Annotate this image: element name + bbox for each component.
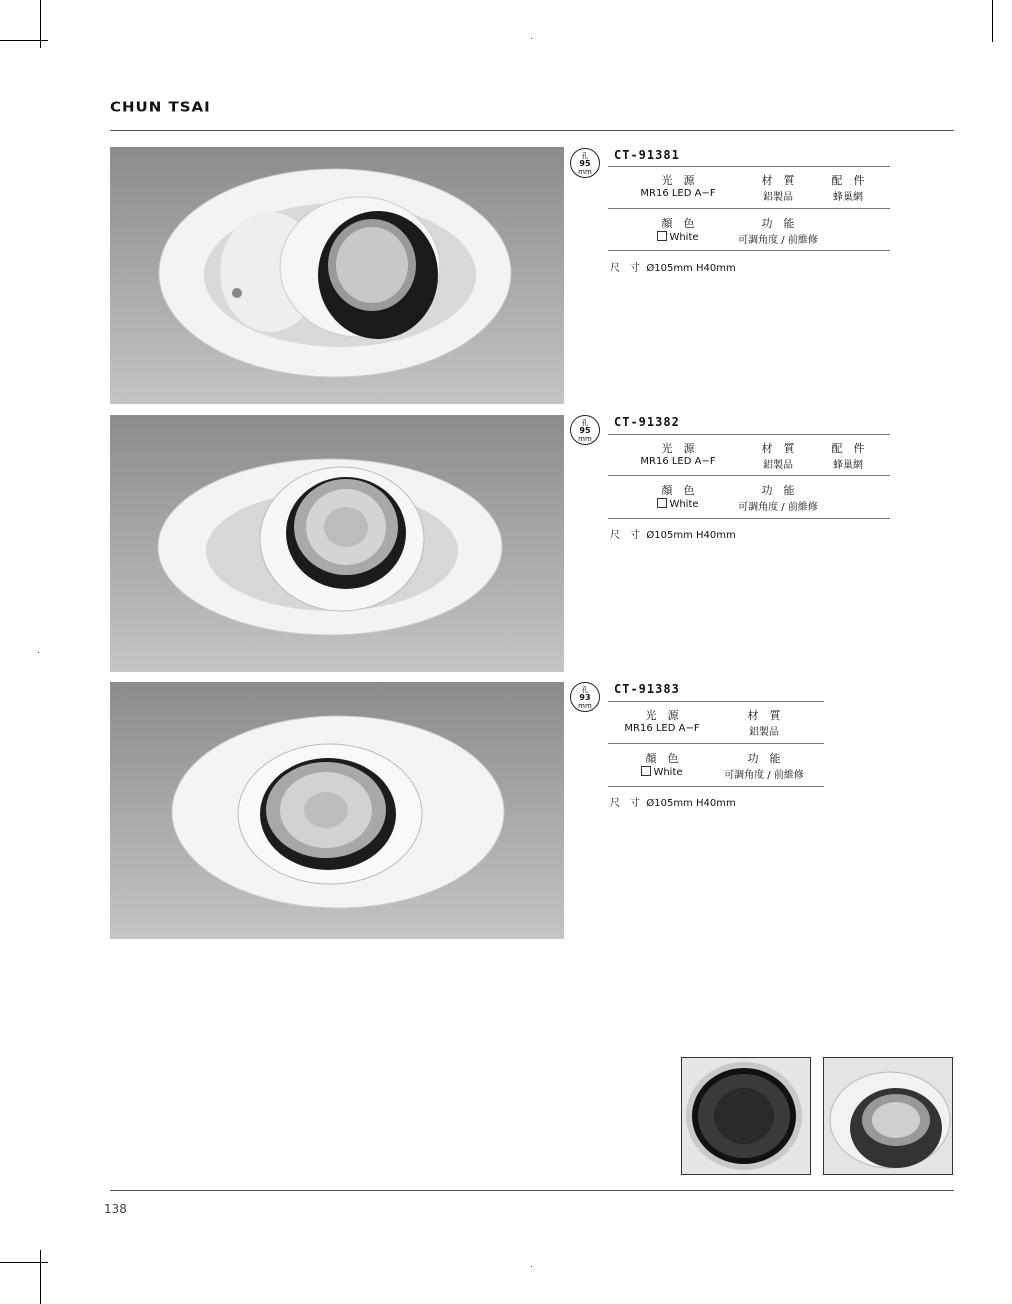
cutout-size-badge: [570, 415, 600, 445]
light-source-label: 光 源: [661, 174, 695, 187]
crop-mark: [992, 0, 993, 42]
registration-dot: [38, 652, 39, 653]
function-label: 功 能: [761, 217, 795, 230]
color-label: 顏 色: [645, 752, 679, 765]
color-value: [622, 766, 702, 778]
size-label: 尺 寸: [610, 263, 640, 274]
size-label: 尺 寸: [610, 798, 640, 809]
material-label: 材 質: [747, 709, 781, 722]
accessory-label: 配 件: [831, 174, 865, 187]
spec-divider: [608, 786, 824, 787]
cutout-label: 孔: [581, 419, 589, 427]
spec-divider: [608, 475, 890, 476]
size-row: [610, 526, 736, 541]
color-checkbox: [657, 231, 667, 241]
brand-logo: CHUN TSAI: [110, 98, 211, 116]
light-source-value: MR16 LED A−F: [640, 188, 716, 199]
honeycomb-detail-photo: [681, 1057, 811, 1175]
product-photo-2: [110, 415, 564, 672]
light-source-value: MR16 LED A−F: [640, 456, 716, 467]
cutout-value: 95: [579, 426, 591, 435]
registration-dot: [531, 38, 532, 39]
light-source-label: 光 源: [645, 709, 679, 722]
light-source-value: MR16 LED A−F: [624, 723, 700, 734]
cutout-unit: mm: [578, 702, 592, 710]
color-text: White: [669, 499, 699, 510]
spec-divider: [608, 743, 824, 744]
color-text: White: [653, 767, 683, 778]
model-number: CT-91381: [614, 148, 680, 162]
function-value: 可調角度 / 前維修: [738, 502, 818, 513]
crop-mark: [0, 40, 48, 41]
material-label: 材 質: [761, 442, 795, 455]
spec-divider: [608, 250, 890, 251]
color-label: 顏 色: [661, 217, 695, 230]
crop-mark: [0, 1262, 48, 1263]
spec-divider: [608, 518, 890, 519]
function-value: 可調角度 / 前維修: [738, 235, 818, 246]
function-label: 功 能: [747, 752, 781, 765]
cutout-unit: mm: [578, 435, 592, 443]
spec-divider: [608, 434, 890, 435]
spec-divider: [608, 166, 890, 167]
material-value: 鋁製品: [763, 460, 793, 471]
cutout-label: 孔: [581, 152, 589, 160]
size-value: Ø105mm H40mm: [646, 263, 736, 274]
function-label: 功 能: [761, 484, 795, 497]
header-rule: [110, 130, 954, 131]
accessory-label: 配 件: [831, 442, 865, 455]
size-row: [610, 259, 736, 274]
color-value: [638, 231, 718, 243]
registration-dot: [531, 1266, 532, 1267]
spec-divider: [608, 701, 824, 702]
material-value: 鋁製品: [749, 727, 779, 738]
material-label: 材 質: [761, 174, 795, 187]
size-label: 尺 寸: [610, 530, 640, 541]
color-label: 顏 色: [661, 484, 695, 497]
cutout-unit: mm: [578, 168, 592, 176]
footer-rule: [110, 1190, 954, 1191]
size-value: Ø105mm H40mm: [646, 530, 736, 541]
cutout-size-badge: [570, 682, 600, 712]
light-source-label: 光 源: [661, 442, 695, 455]
model-number: CT-91382: [614, 415, 680, 429]
size-value: Ø105mm H40mm: [646, 798, 736, 809]
color-value: [638, 498, 718, 510]
spec-divider: [608, 208, 890, 209]
function-value: 可調角度 / 前維修: [724, 770, 804, 781]
cutout-value: 93: [579, 693, 591, 702]
cutout-label: 孔: [581, 686, 589, 694]
cutout-value: 95: [579, 159, 591, 168]
size-row: [610, 794, 736, 809]
accessory-value: 蜂巢網: [833, 192, 863, 203]
accessory-value: 蜂巢網: [833, 460, 863, 471]
product-photo-3: [110, 682, 564, 939]
color-checkbox: [657, 498, 667, 508]
lens-detail-photo: [823, 1057, 953, 1175]
crop-mark: [40, 1250, 41, 1304]
material-value: 鋁製品: [763, 192, 793, 203]
color-checkbox: [641, 766, 651, 776]
cutout-size-badge: [570, 148, 600, 178]
color-text: White: [669, 232, 699, 243]
model-number: CT-91383: [614, 682, 680, 696]
page-number: 138: [104, 1202, 127, 1216]
product-photo-1: [110, 147, 564, 404]
